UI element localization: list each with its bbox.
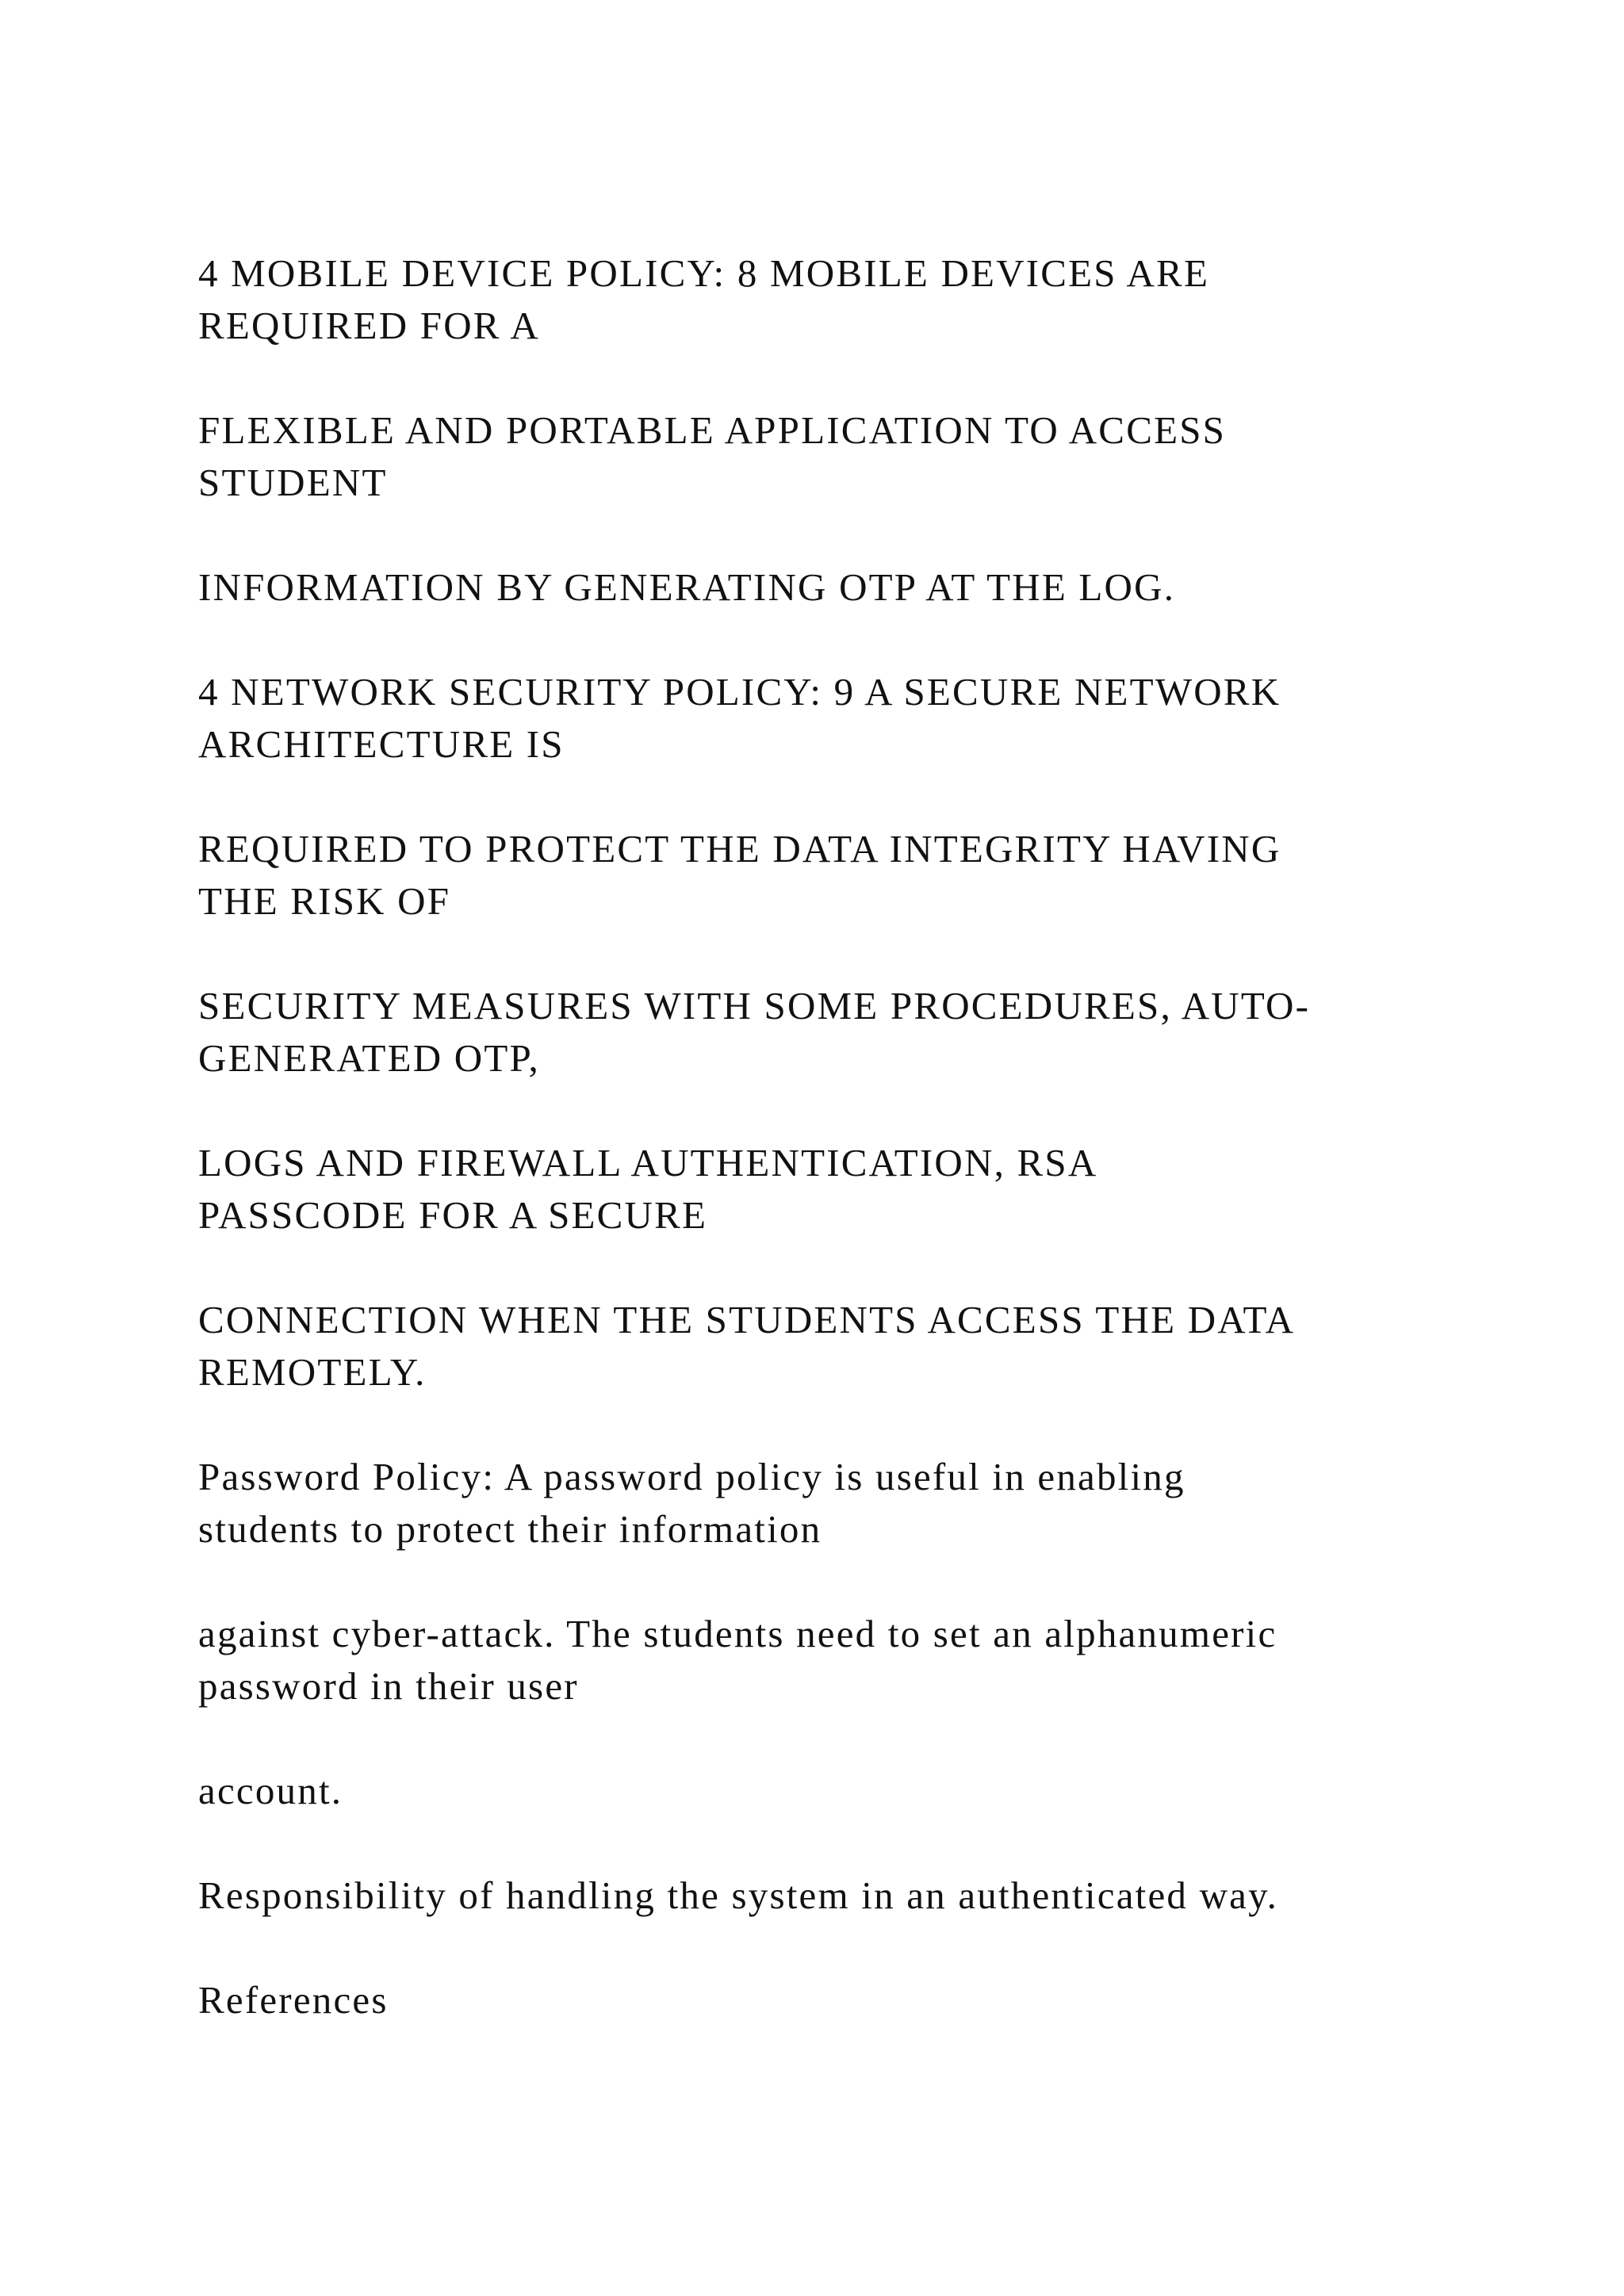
paragraph-line: Password Policy: A password policy is useful in enabling — [198, 1455, 1185, 1498]
paragraph-account — [198, 1765, 1467, 1817]
paragraph-line: CONNECTION WHEN THE STUDENTS ACCESS THE DATA — [198, 1298, 1296, 1341]
document-body — [198, 247, 1467, 2079]
paragraph-network-security-policy — [198, 666, 1467, 771]
paragraph-mobile-device-policy — [198, 247, 1467, 352]
paragraph-line: against cyber-attack. The students need to set an alphanumeric — [198, 1612, 1277, 1655]
paragraph-line: SECURITY MEASURES WITH SOME PROCEDURES, AUTO- — [198, 984, 1311, 1027]
paragraph-line: FLEXIBLE AND PORTABLE APPLICATION TO ACCESS — [198, 408, 1227, 452]
paragraph-information-otp — [198, 561, 1467, 614]
paragraph-line: students to protect their information — [198, 1507, 822, 1551]
paragraph-cyber-attack — [198, 1608, 1467, 1712]
paragraph-line: References — [198, 1978, 389, 2022]
paragraph-line: 4 MOBILE DEVICE POLICY: 8 MOBILE DEVICES ARE — [198, 251, 1210, 295]
paragraph-line: REMOTELY. — [198, 1350, 427, 1394]
paragraph-line: INFORMATION BY GENERATING OTP AT THE LOG. — [198, 565, 1176, 609]
paragraph-line: THE RISK OF — [198, 879, 451, 923]
paragraph-line: account. — [198, 1769, 343, 1812]
paragraph-line: GENERATED OTP, — [198, 1036, 540, 1080]
paragraph-line: STUDENT — [198, 461, 388, 504]
paragraph-line: Responsibility of handling the system in an authenticated way. — [198, 1873, 1279, 1917]
paragraph-line: LOGS AND FIREWALL AUTHENTICATION, RSA — [198, 1141, 1098, 1184]
paragraph-line: REQUIRED FOR A — [198, 304, 541, 347]
paragraph-line: 4 NETWORK SECURITY POLICY: 9 A SECURE NETWORK — [198, 670, 1281, 714]
paragraph-data-integrity — [198, 823, 1467, 928]
paragraph-remote-connection — [198, 1294, 1467, 1399]
paragraph-line: PASSCODE FOR A SECURE — [198, 1193, 708, 1237]
paragraph-line: ARCHITECTURE IS — [198, 722, 565, 766]
paragraph-security-measures — [198, 980, 1467, 1085]
paragraph-responsibility — [198, 1869, 1467, 1922]
paragraph-line: REQUIRED TO PROTECT THE DATA INTEGRITY HAVING — [198, 827, 1281, 871]
paragraph-password-policy — [198, 1451, 1467, 1556]
references-heading — [198, 1974, 1467, 2026]
paragraph-logs-firewall — [198, 1137, 1467, 1242]
paragraph-line: password in their user — [198, 1664, 579, 1708]
paragraph-flexible-portable — [198, 404, 1467, 509]
